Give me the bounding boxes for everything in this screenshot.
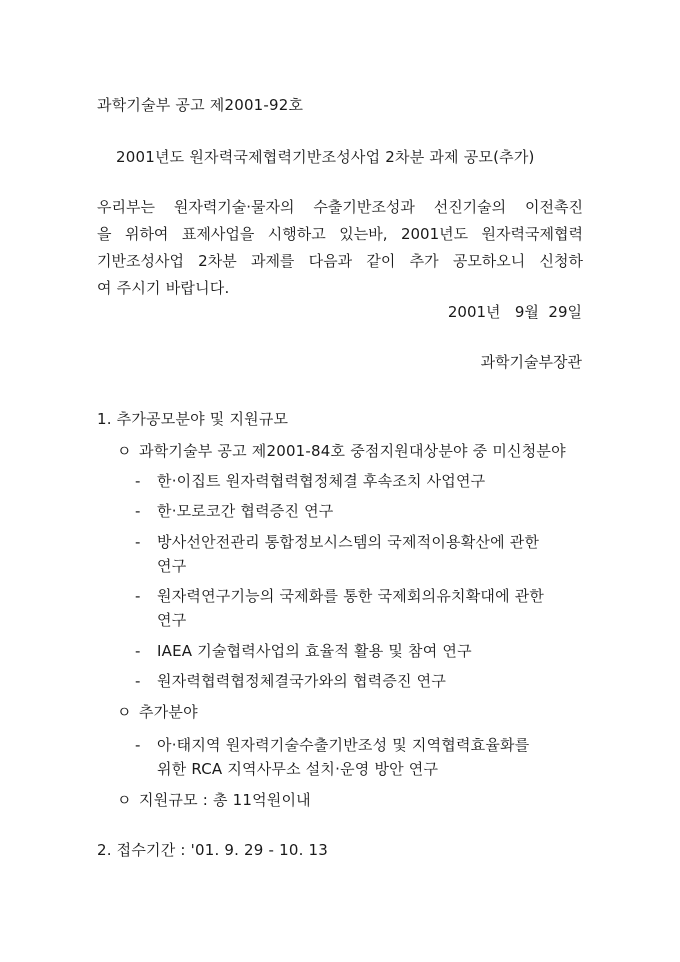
list-item-continuation: 연구: [157, 557, 187, 575]
bullet-item: [117, 790, 311, 810]
dash-symbol: -: [135, 736, 141, 754]
bullet-symbol: ㅇ: [117, 442, 132, 460]
list-item-text: 방사선안전관리 통합정보시스템의 국제적이용확산에 관한: [157, 533, 540, 551]
list-item: [135, 671, 446, 691]
intro-line: 기반조성사업 2차분 과제를 다음과 같이 추가 공모하오니 신청하: [97, 252, 583, 270]
notice-number: 과학기술부 공고 제2001-92호: [97, 96, 304, 114]
section-2-heading: 2. 접수기간 : '01. 9. 29 - 10. 13: [97, 841, 329, 859]
dash-symbol: -: [135, 587, 141, 605]
list-item-continuation: 위한 RCA 지역사무소 설치·운영 방안 연구: [157, 760, 439, 778]
list-item: [135, 501, 334, 521]
bullet-symbol: ㅇ: [117, 791, 132, 809]
bullet-text: 지원규모 : 총 11억원이내: [139, 791, 311, 809]
list-item-text: 원자력협력협정체결국가와의 협력증진 연구: [157, 672, 447, 690]
dash-symbol: -: [135, 642, 141, 660]
intro-line: 을 위하여 표제사업을 시행하고 있는바, 2001년도 원자력국제협력: [97, 225, 583, 243]
dash-symbol: -: [135, 502, 141, 520]
intro-line: 여 주시기 바랍니다.: [97, 279, 230, 297]
list-item-text: 한·이집트 원자력협력협정체결 후속조치 사업연구: [157, 472, 486, 490]
intro-line: 우리부는 원자력기술·물자의 수출기반조성과 선진기술의 이전촉진: [97, 198, 583, 216]
list-item-text: 원자력연구기능의 국제화를 통한 국제회의유치확대에 관한: [157, 587, 545, 605]
dash-symbol: -: [135, 672, 141, 690]
issuer: 과학기술부장관: [480, 353, 582, 371]
list-item: [135, 532, 539, 552]
bullet-item: [117, 702, 198, 722]
notice-date: 2001년 9월 29일: [447, 303, 582, 321]
list-item: [135, 641, 472, 661]
list-item: [135, 735, 529, 755]
bullet-item: [117, 441, 566, 461]
list-item: [135, 471, 485, 491]
dash-symbol: -: [135, 533, 141, 551]
dash-symbol: -: [135, 472, 141, 490]
bullet-text: 추가분야: [139, 703, 198, 721]
document-title: 2001년도 원자력국제협력기반조성사업 2차분 과제 공모(추가): [116, 148, 535, 166]
bullet-symbol: ㅇ: [117, 703, 132, 721]
list-item-text: 한·모로코간 협력증진 연구: [157, 502, 334, 520]
list-item: [135, 586, 544, 606]
list-item-continuation: 연구: [157, 611, 187, 629]
bullet-text: 과학기술부 공고 제2001-84호 중점지원대상분야 중 미신청분야: [139, 442, 566, 460]
list-item-text: IAEA 기술협력사업의 효율적 활용 및 참여 연구: [157, 642, 472, 660]
section-1-heading: 1. 추가공모분야 및 지원규모: [97, 410, 289, 428]
list-item-text: 아·태지역 원자력기술수출기반조성 및 지역협력효율화를: [157, 736, 530, 754]
